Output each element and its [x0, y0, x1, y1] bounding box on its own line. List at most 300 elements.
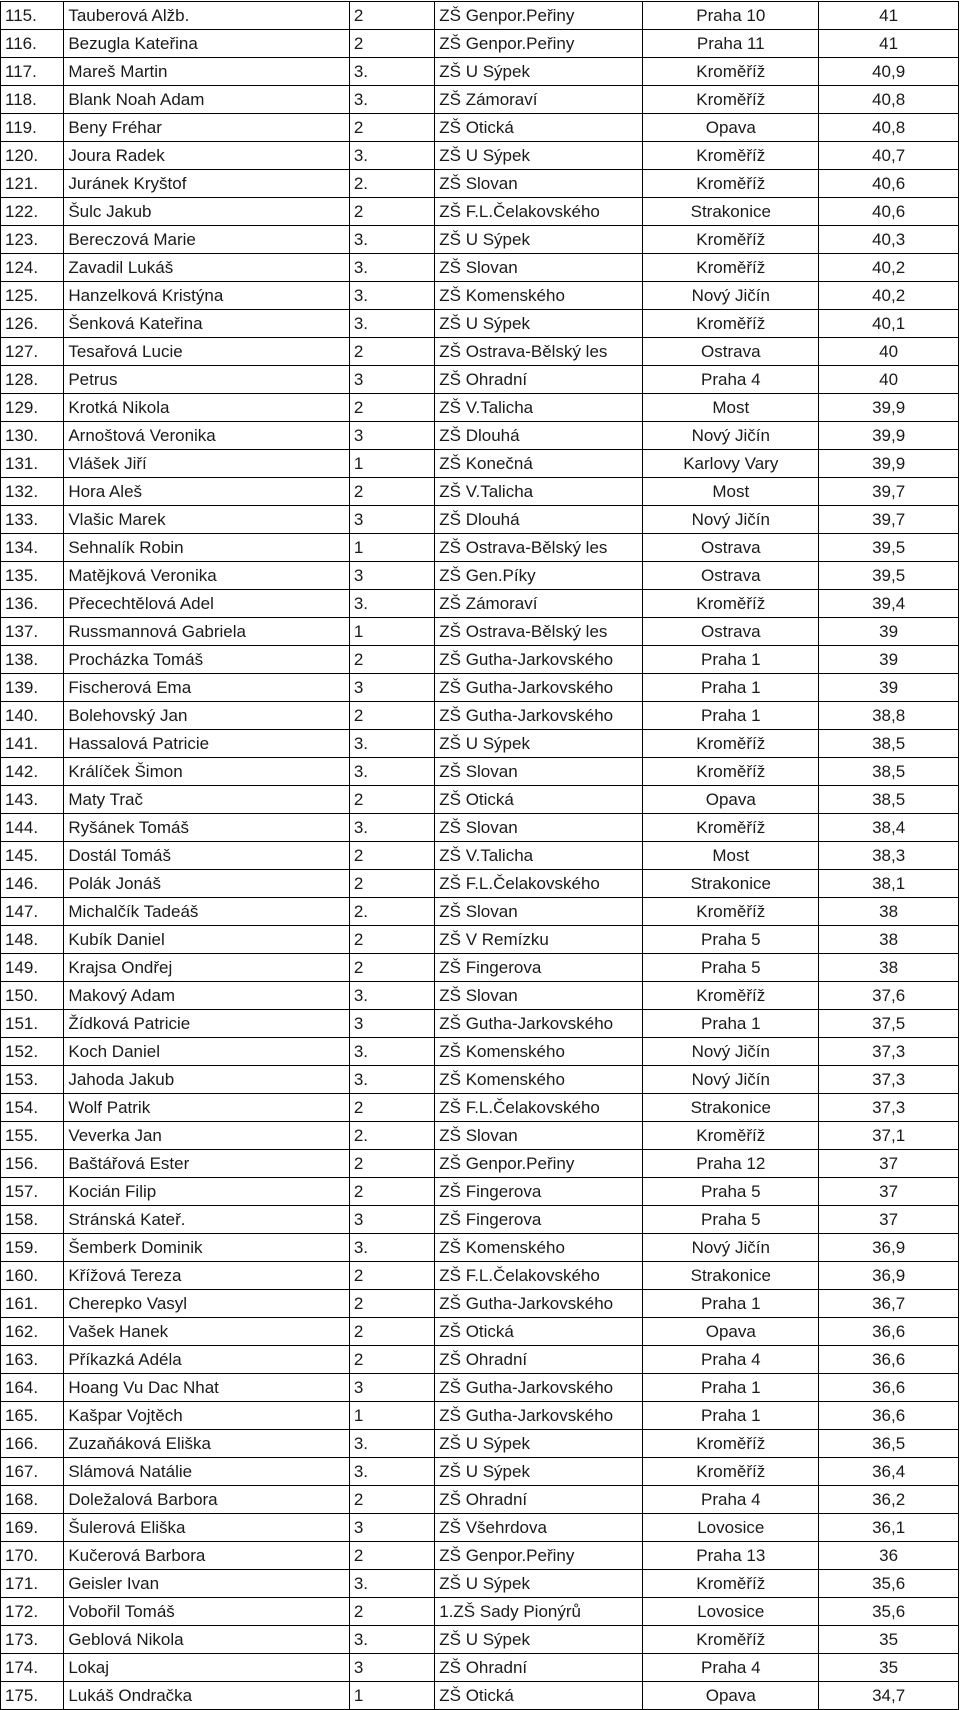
grade-cell: 3. — [349, 58, 434, 86]
name-cell: Hora Aleš — [64, 478, 349, 506]
table-row — [1, 394, 959, 422]
name-cell: Dostál Tomáš — [64, 842, 349, 870]
grade-cell: 3 — [349, 506, 434, 534]
city-cell: Praha 5 — [643, 1206, 819, 1234]
school-cell: ZŠ U Sýpek — [435, 1458, 643, 1486]
table-row — [1, 534, 959, 562]
name-cell: Kašpar Vojtěch — [64, 1402, 349, 1430]
city-cell: Praha 4 — [643, 1486, 819, 1514]
name-cell: Lukáš Ondračka — [64, 1682, 349, 1710]
grade-cell: 2 — [349, 1262, 434, 1290]
name-cell: Kocián Filip — [64, 1178, 349, 1206]
table-row — [1, 1234, 959, 1262]
rank-cell: 145. — [1, 842, 64, 870]
city-cell: Praha 4 — [643, 1346, 819, 1374]
rank-cell: 127. — [1, 338, 64, 366]
score-cell: 38,5 — [819, 730, 959, 758]
school-cell: ZŠ Genpor.Peřiny — [435, 30, 643, 58]
city-cell: Opava — [643, 786, 819, 814]
school-cell: ZŠ Slovan — [435, 758, 643, 786]
city-cell: Kroměříž — [643, 1458, 819, 1486]
school-cell: ZŠ Slovan — [435, 1122, 643, 1150]
table-row — [1, 646, 959, 674]
score-cell: 38,8 — [819, 702, 959, 730]
score-cell: 36,7 — [819, 1290, 959, 1318]
city-cell: Kroměříž — [643, 982, 819, 1010]
grade-cell: 2 — [349, 786, 434, 814]
score-cell: 36,6 — [819, 1402, 959, 1430]
table-row — [1, 506, 959, 534]
school-cell: ZŠ Slovan — [435, 982, 643, 1010]
name-cell: Vlašic Marek — [64, 506, 349, 534]
name-cell: Matějková Veronika — [64, 562, 349, 590]
city-cell: Kroměříž — [643, 170, 819, 198]
score-cell: 37,5 — [819, 1010, 959, 1038]
rank-cell: 125. — [1, 282, 64, 310]
school-cell: ZŠ Ostrava-Bělský les — [435, 618, 643, 646]
name-cell: Krotká Nikola — [64, 394, 349, 422]
score-cell: 36,6 — [819, 1374, 959, 1402]
table-row — [1, 1402, 959, 1430]
table-row — [1, 1430, 959, 1458]
grade-cell: 3. — [349, 590, 434, 618]
score-cell: 35 — [819, 1626, 959, 1654]
city-cell: Ostrava — [643, 338, 819, 366]
city-cell: Ostrava — [643, 562, 819, 590]
grade-cell: 1 — [349, 450, 434, 478]
rank-cell: 172. — [1, 1598, 64, 1626]
grade-cell: 2 — [349, 198, 434, 226]
city-cell: Most — [643, 394, 819, 422]
table-row — [1, 842, 959, 870]
rank-cell: 166. — [1, 1430, 64, 1458]
city-cell: Kroměříž — [643, 1570, 819, 1598]
table-row — [1, 1626, 959, 1654]
rank-cell: 123. — [1, 226, 64, 254]
score-cell: 39,9 — [819, 422, 959, 450]
score-cell: 37 — [819, 1178, 959, 1206]
grade-cell: 2 — [349, 1598, 434, 1626]
grade-cell: 2. — [349, 898, 434, 926]
school-cell: ZŠ Genpor.Peřiny — [435, 2, 643, 30]
city-cell: Lovosice — [643, 1598, 819, 1626]
grade-cell: 3 — [349, 1010, 434, 1038]
table-row — [1, 1094, 959, 1122]
name-cell: Juránek Kryštof — [64, 170, 349, 198]
grade-cell: 2 — [349, 954, 434, 982]
school-cell: ZŠ F.L.Čelakovského — [435, 1094, 643, 1122]
grade-cell: 3. — [349, 1430, 434, 1458]
grade-cell: 3. — [349, 142, 434, 170]
rank-cell: 132. — [1, 478, 64, 506]
name-cell: Kučerová Barbora — [64, 1542, 349, 1570]
score-cell: 39,5 — [819, 562, 959, 590]
name-cell: Bezugla Kateřina — [64, 30, 349, 58]
grade-cell: 3. — [349, 86, 434, 114]
city-cell: Lovosice — [643, 1514, 819, 1542]
city-cell: Praha 4 — [643, 366, 819, 394]
table-row — [1, 1066, 959, 1094]
city-cell: Praha 5 — [643, 954, 819, 982]
score-cell: 40,3 — [819, 226, 959, 254]
table-row — [1, 1122, 959, 1150]
table-row — [1, 814, 959, 842]
city-cell: Praha 1 — [643, 1290, 819, 1318]
table-row — [1, 198, 959, 226]
city-cell: Praha 13 — [643, 1542, 819, 1570]
school-cell: ZŠ V.Talicha — [435, 394, 643, 422]
rank-cell: 173. — [1, 1626, 64, 1654]
rank-cell: 115. — [1, 2, 64, 30]
table-row — [1, 1542, 959, 1570]
grade-cell: 2 — [349, 478, 434, 506]
table-row — [1, 954, 959, 982]
school-cell: ZŠ Komenského — [435, 1066, 643, 1094]
school-cell: 1.ZŠ Sady Pionýrů — [435, 1598, 643, 1626]
table-row — [1, 898, 959, 926]
name-cell: Stránská Kateř. — [64, 1206, 349, 1234]
school-cell: ZŠ Slovan — [435, 254, 643, 282]
score-cell: 39,7 — [819, 478, 959, 506]
name-cell: Hanzelková Kristýna — [64, 282, 349, 310]
school-cell: ZŠ Komenského — [435, 282, 643, 310]
name-cell: Zavadil Lukáš — [64, 254, 349, 282]
city-cell: Kroměříž — [643, 254, 819, 282]
school-cell: ZŠ Ostrava-Bělský les — [435, 534, 643, 562]
name-cell: Žídková Patricie — [64, 1010, 349, 1038]
school-cell: ZŠ Komenského — [435, 1038, 643, 1066]
grade-cell: 3. — [349, 1234, 434, 1262]
score-cell: 40 — [819, 366, 959, 394]
score-cell: 38,5 — [819, 758, 959, 786]
city-cell: Kroměříž — [643, 1122, 819, 1150]
school-cell: ZŠ Všehrdova — [435, 1514, 643, 1542]
name-cell: Hoang Vu Dac Nhat — [64, 1374, 349, 1402]
table-row — [1, 870, 959, 898]
name-cell: Procházka Tomáš — [64, 646, 349, 674]
grade-cell: 3. — [349, 1038, 434, 1066]
grade-cell: 3. — [349, 758, 434, 786]
city-cell: Kroměříž — [643, 1626, 819, 1654]
rank-cell: 119. — [1, 114, 64, 142]
rank-cell: 146. — [1, 870, 64, 898]
table-row — [1, 1458, 959, 1486]
grade-cell: 3. — [349, 1626, 434, 1654]
name-cell: Šulc Jakub — [64, 198, 349, 226]
score-cell: 35,6 — [819, 1570, 959, 1598]
score-cell: 38 — [819, 898, 959, 926]
name-cell: Vlášek Jiří — [64, 450, 349, 478]
school-cell: ZŠ U Sýpek — [435, 310, 643, 338]
city-cell: Kroměříž — [643, 814, 819, 842]
name-cell: Šulerová Eliška — [64, 1514, 349, 1542]
rank-cell: 118. — [1, 86, 64, 114]
school-cell: ZŠ U Sýpek — [435, 1570, 643, 1598]
name-cell: Zuzaňáková Eliška — [64, 1430, 349, 1458]
city-cell: Praha 1 — [643, 674, 819, 702]
score-cell: 39,5 — [819, 534, 959, 562]
score-cell: 40,8 — [819, 114, 959, 142]
grade-cell: 3. — [349, 310, 434, 338]
table-row — [1, 1486, 959, 1514]
city-cell: Nový Jičín — [643, 506, 819, 534]
school-cell: ZŠ U Sýpek — [435, 226, 643, 254]
school-cell: ZŠ Gutha-Jarkovského — [435, 1010, 643, 1038]
table-row — [1, 1038, 959, 1066]
school-cell: ZŠ Gutha-Jarkovského — [435, 702, 643, 730]
school-cell: ZŠ Gutha-Jarkovského — [435, 1374, 643, 1402]
grade-cell: 2 — [349, 1346, 434, 1374]
name-cell: Šenková Kateřina — [64, 310, 349, 338]
city-cell: Praha 4 — [643, 1654, 819, 1682]
school-cell: ZŠ U Sýpek — [435, 1430, 643, 1458]
table-row — [1, 86, 959, 114]
school-cell: ZŠ Genpor.Peřiny — [435, 1150, 643, 1178]
city-cell: Strakonice — [643, 870, 819, 898]
table-row — [1, 702, 959, 730]
score-cell: 39,4 — [819, 590, 959, 618]
city-cell: Strakonice — [643, 1262, 819, 1290]
table-row — [1, 926, 959, 954]
score-cell: 40,8 — [819, 86, 959, 114]
grade-cell: 2 — [349, 870, 434, 898]
results-table — [0, 1, 959, 1710]
name-cell: Ryšánek Tomáš — [64, 814, 349, 842]
name-cell: Joura Radek — [64, 142, 349, 170]
grade-cell: 3 — [349, 674, 434, 702]
city-cell: Praha 1 — [643, 646, 819, 674]
score-cell: 37,3 — [819, 1066, 959, 1094]
school-cell: ZŠ Komenského — [435, 1234, 643, 1262]
rank-cell: 167. — [1, 1458, 64, 1486]
score-cell: 40,6 — [819, 170, 959, 198]
school-cell: ZŠ Gutha-Jarkovského — [435, 1290, 643, 1318]
score-cell: 36,6 — [819, 1318, 959, 1346]
school-cell: ZŠ V Remízku — [435, 926, 643, 954]
score-cell: 36,2 — [819, 1486, 959, 1514]
city-cell: Kroměříž — [643, 142, 819, 170]
school-cell: ZŠ Gen.Píky — [435, 562, 643, 590]
name-cell: Baštářová Ester — [64, 1150, 349, 1178]
rank-cell: 175. — [1, 1682, 64, 1710]
rank-cell: 155. — [1, 1122, 64, 1150]
city-cell: Praha 10 — [643, 2, 819, 30]
grade-cell: 2 — [349, 2, 434, 30]
school-cell: ZŠ Dlouhá — [435, 506, 643, 534]
rank-cell: 117. — [1, 58, 64, 86]
score-cell: 35,6 — [819, 1598, 959, 1626]
grade-cell: 3. — [349, 282, 434, 310]
name-cell: Přecechtělová Adel — [64, 590, 349, 618]
name-cell: Arnoštová Veronika — [64, 422, 349, 450]
rank-cell: 139. — [1, 674, 64, 702]
city-cell: Most — [643, 842, 819, 870]
grade-cell: 3 — [349, 366, 434, 394]
name-cell: Mareš Martin — [64, 58, 349, 86]
score-cell: 37 — [819, 1150, 959, 1178]
score-cell: 39,9 — [819, 394, 959, 422]
rank-cell: 130. — [1, 422, 64, 450]
grade-cell: 2 — [349, 338, 434, 366]
name-cell: Russmannová Gabriela — [64, 618, 349, 646]
table-row — [1, 730, 959, 758]
rank-cell: 169. — [1, 1514, 64, 1542]
rank-cell: 158. — [1, 1206, 64, 1234]
name-cell: Tauberová Alžb. — [64, 2, 349, 30]
grade-cell: 2 — [349, 646, 434, 674]
table-row — [1, 450, 959, 478]
table-row — [1, 1290, 959, 1318]
city-cell: Kroměříž — [643, 58, 819, 86]
name-cell: Hassalová Patricie — [64, 730, 349, 758]
score-cell: 41 — [819, 2, 959, 30]
grade-cell: 2 — [349, 926, 434, 954]
grade-cell: 2 — [349, 114, 434, 142]
grade-cell: 3. — [349, 814, 434, 842]
grade-cell: 2 — [349, 1486, 434, 1514]
score-cell: 36,1 — [819, 1514, 959, 1542]
grade-cell: 2. — [349, 170, 434, 198]
rank-cell: 151. — [1, 1010, 64, 1038]
school-cell: ZŠ U Sýpek — [435, 730, 643, 758]
score-cell: 36,6 — [819, 1346, 959, 1374]
school-cell: ZŠ U Sýpek — [435, 142, 643, 170]
grade-cell: 3. — [349, 730, 434, 758]
rank-cell: 147. — [1, 898, 64, 926]
grade-cell: 2 — [349, 1150, 434, 1178]
city-cell: Kroměříž — [643, 1430, 819, 1458]
name-cell: Krajsa Ondřej — [64, 954, 349, 982]
city-cell: Nový Jičín — [643, 1038, 819, 1066]
grade-cell: 1 — [349, 1682, 434, 1710]
rank-cell: 154. — [1, 1094, 64, 1122]
name-cell: Polák Jonáš — [64, 870, 349, 898]
city-cell: Nový Jičín — [643, 282, 819, 310]
school-cell: ZŠ Otická — [435, 1682, 643, 1710]
score-cell: 41 — [819, 30, 959, 58]
school-cell: ZŠ Otická — [435, 786, 643, 814]
school-cell: ZŠ Dlouhá — [435, 422, 643, 450]
score-cell: 36,9 — [819, 1262, 959, 1290]
score-cell: 37 — [819, 1206, 959, 1234]
rank-cell: 131. — [1, 450, 64, 478]
table-row — [1, 1374, 959, 1402]
name-cell: Maty Trač — [64, 786, 349, 814]
score-cell: 34,7 — [819, 1682, 959, 1710]
rank-cell: 120. — [1, 142, 64, 170]
city-cell: Opava — [643, 1682, 819, 1710]
table-row — [1, 1654, 959, 1682]
city-cell: Praha 11 — [643, 30, 819, 58]
city-cell: Kroměříž — [643, 226, 819, 254]
grade-cell: 3 — [349, 422, 434, 450]
rank-cell: 174. — [1, 1654, 64, 1682]
school-cell: ZŠ Fingerova — [435, 1206, 643, 1234]
name-cell: Bereczová Marie — [64, 226, 349, 254]
rank-cell: 165. — [1, 1402, 64, 1430]
school-cell: ZŠ Ohradní — [435, 1486, 643, 1514]
score-cell: 36,9 — [819, 1234, 959, 1262]
score-cell: 40,9 — [819, 58, 959, 86]
rank-cell: 143. — [1, 786, 64, 814]
school-cell: ZŠ V.Talicha — [435, 478, 643, 506]
school-cell: ZŠ Otická — [435, 114, 643, 142]
table-row — [1, 282, 959, 310]
school-cell: ZŠ V.Talicha — [435, 842, 643, 870]
city-cell: Praha 5 — [643, 1178, 819, 1206]
city-cell: Nový Jičín — [643, 1234, 819, 1262]
name-cell: Petrus — [64, 366, 349, 394]
school-cell: ZŠ Slovan — [435, 898, 643, 926]
table-row — [1, 1262, 959, 1290]
table-row — [1, 58, 959, 86]
school-cell: ZŠ Fingerova — [435, 1178, 643, 1206]
name-cell: Makový Adam — [64, 982, 349, 1010]
name-cell: Kubík Daniel — [64, 926, 349, 954]
school-cell: ZŠ F.L.Čelakovského — [435, 198, 643, 226]
table-row — [1, 1178, 959, 1206]
grade-cell: 3 — [349, 1374, 434, 1402]
rank-cell: 129. — [1, 394, 64, 422]
school-cell: ZŠ U Sýpek — [435, 58, 643, 86]
name-cell: Michalčík Tadeáš — [64, 898, 349, 926]
score-cell: 35 — [819, 1654, 959, 1682]
school-cell: ZŠ Ohradní — [435, 1654, 643, 1682]
score-cell: 40,2 — [819, 282, 959, 310]
city-cell: Kroměříž — [643, 590, 819, 618]
name-cell: Vobořil Tomáš — [64, 1598, 349, 1626]
rank-cell: 135. — [1, 562, 64, 590]
city-cell: Praha 1 — [643, 702, 819, 730]
school-cell: ZŠ Slovan — [435, 814, 643, 842]
rank-cell: 122. — [1, 198, 64, 226]
table-row — [1, 254, 959, 282]
school-cell: ZŠ Gutha-Jarkovského — [435, 646, 643, 674]
city-cell: Opava — [643, 1318, 819, 1346]
table-row — [1, 1346, 959, 1374]
grade-cell: 3 — [349, 1654, 434, 1682]
rank-cell: 153. — [1, 1066, 64, 1094]
grade-cell: 1 — [349, 534, 434, 562]
city-cell: Strakonice — [643, 198, 819, 226]
name-cell: Geisler Ivan — [64, 1570, 349, 1598]
name-cell: Beny Fréhar — [64, 114, 349, 142]
city-cell: Kroměříž — [643, 730, 819, 758]
grade-cell: 1 — [349, 618, 434, 646]
school-cell: ZŠ U Sýpek — [435, 1626, 643, 1654]
table-row — [1, 226, 959, 254]
city-cell: Nový Jičín — [643, 422, 819, 450]
score-cell: 39 — [819, 674, 959, 702]
results-table-body — [1, 2, 959, 1710]
table-row — [1, 114, 959, 142]
school-cell: ZŠ Zámoraví — [435, 590, 643, 618]
score-cell: 38,3 — [819, 842, 959, 870]
table-row — [1, 982, 959, 1010]
city-cell: Strakonice — [643, 1094, 819, 1122]
table-row — [1, 478, 959, 506]
grade-cell: 2 — [349, 1542, 434, 1570]
rank-cell: 144. — [1, 814, 64, 842]
table-row — [1, 786, 959, 814]
table-row — [1, 1514, 959, 1542]
school-cell: ZŠ F.L.Čelakovského — [435, 870, 643, 898]
rank-cell: 170. — [1, 1542, 64, 1570]
score-cell: 40,7 — [819, 142, 959, 170]
school-cell: ZŠ Ostrava-Bělský les — [435, 338, 643, 366]
grade-cell: 1 — [349, 1402, 434, 1430]
city-cell: Praha 1 — [643, 1402, 819, 1430]
